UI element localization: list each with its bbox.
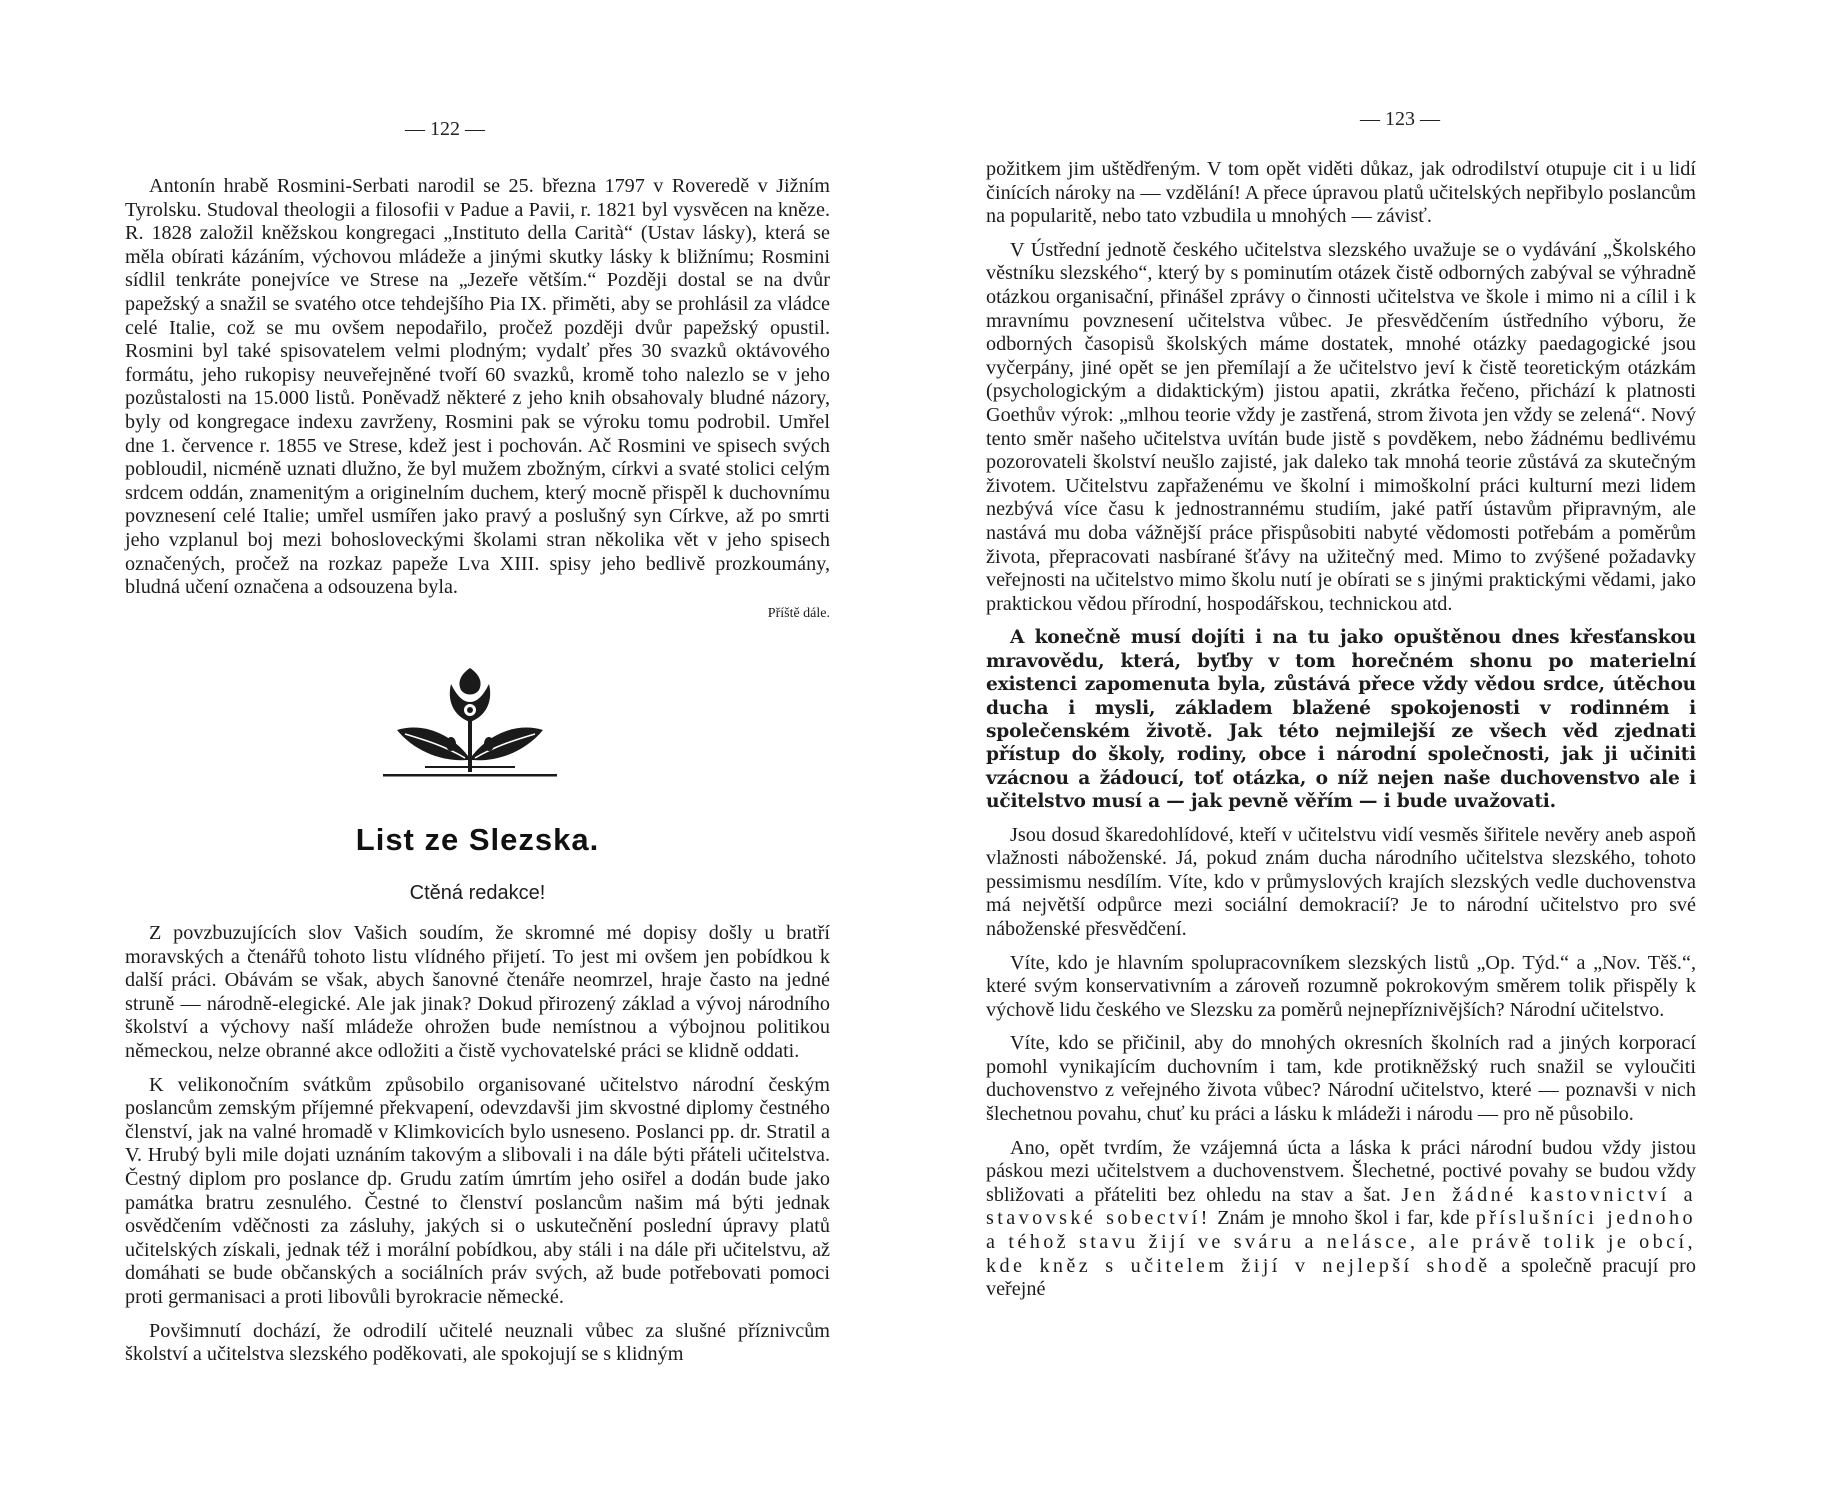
right-page: [916, 0, 1832, 1500]
final-paragraph: [986, 1137, 1696, 1302]
letter-paragraph: Z povzbuzujících slov Vašich soudím, že skromné mé dopisy došly u bratří moravských a čtenářů tohoto listu vlídného přijetí. To jest mi ovšem jen pobídkou k další práci. Obávám se však, abych šanovné čtenáře neomrzel, hraje často na jedné struně — národně-elegické. Ale jak jinak? Dokud přirozený základ a vývoj národního školství a výchovy naší mládeže ohrožen bude nemístnou a výbojnou politikou německou, nelze obranné akce odložiti a čistě vychovatelské práci se klidně oddati.: [125, 922, 830, 1062]
spaced-emphasis: příslušníci jednoho a téhož stavu žijí ve sváru a nelásce, ale právě tolik je obcí, kde kněz s učitelem žijí v nejlepší shodě: [986, 1207, 1697, 1277]
body-paragraph: V Ústřední jednotě českého učitelstva slezského uvažuje se o vydávání „Školského věstníku slezského“, který by s pominutím otázek čistě odborných zabýval se výhradně otázkou organisační, přinášel zprávy o činnosti učitelstva ve škole i mimo ni a cílil i k mravnímu povznesení učitelstva vůbec. Je přesvědčením ústředního výboru, že odborných časopisů školských máme dostatek, mnohé otázky paedagogické jsou vyčerpány, jiné opět se jen přemílají a že učitelstvo jeví k čistě teoretickým otázkám (psychologickým a didaktickým) jistou apatii, zkrátka řečeno, přichází k platnosti Goethův výrok: „mlhou teorie vždy je zastřená, strom života jen vždy se zelená“. Nový tento směr našeho učitelstva uvítán bude jistě s povděkem, nebo žádnému bedlivému pozorovateli školství neušlo zajisté, jak daleko tak mnohá teorie zůstává za skutečným životem. Učitelstvu zapřaženému ve školní i mimoškolní práci kulturní mezi lidem nezbývá více času k jednostrannému studiím, jaké patří ústavům připravným, ale nastává mu doba vážnější práce přispůsobiti nabyté vědomosti potřebám a poměrům života, přepracovati nasbírané šťávy na užitečný med. Mimo to zvýšené požadavky veřejnosti na učitelstvo mimo školu nutí je obírati se s jinými praktickými vědami, jako praktickou vědou přírodní, hospodářskou, technickou atd.: [986, 238, 1696, 615]
body-paragraph: Jsou dosud škaredohlídové, kteří v učitelstvu vidí vesměs šiřitele nevěry aneb aspoň vlažnosti náboženské. Já, pokud znám ducha národního učitelstva slezského, tohoto pessimismu nesdílím. Víte, kdo v průmyslových krajích slezských vedle duchovenstva má největší odpůrce mezi sociální demokracií? Je to národní učitelstvo pro své náboženské přesvědčení.: [986, 823, 1696, 940]
body-paragraph: požitkem jim uštědřeným. V tom opět viděti důkaz, jak odrodilství otupuje cit i u lidí činících nároky na — vzdělání! A přece úpravou platů učitelských nepřibylo poslancům na popularitě, nebo tato vzbudila u mnohých — závisť.: [986, 158, 1696, 228]
final-paragraph-end: a společně pracují pro veřejné: [986, 1254, 1696, 1301]
spaced-emphasis: Jen žádné kastovnictví a stavovské sobectví!: [986, 1183, 1697, 1230]
page-number: — 122 —: [405, 118, 485, 140]
article-title: List ze Slezska.: [355, 822, 600, 857]
letter-paragraph: K velikonočním svátkům způsobilo organisované učitelstvo národní českým poslancům zemským příjemné překvapení, odevzdavši jim skvostné diplomy čestného členství, jak na valné hromadě v Klimkovicích bylo usneseno. Poslanci pp. dr. Stratil a V. Hrubý byli mile dojati uznáním takovým a slibovali i na dále býti přáteli učitelstva. Čestný diplom pro poslance dp. Grudu zatím úmrtím jeho osiřel a dodán bude jako památka bratru zesnulého. Čestné to členství poslancům našim má býti jednak osvědčením vděčnosti za zásluhy, jakých si o uskutečnění poslední úpravy platů učitelských získali, jednak též i morální pobídkou, aby stáli i na dále při učitelstvu, až domáhati se bude občanských a sociálních práv svých, až bude potřebovati pomoci proti germanisaci a proti libovůli byrokracie německé.: [125, 1073, 830, 1308]
salutation: Ctěná redakce!: [409, 882, 546, 904]
intro-paragraph: Antonín hrabě Rosmini-Serbati narodil se 25. března 1797 v Roveredě v Jižním Tyrolsku. Studoval theologii a filosofii v Padue a Pavii, r. 1821 byl vysvěcen na kněze. R. 1828 založil kněžskou kongregaci „Instituto della Carità“ (Ustav lásky), která se měla obírati kázáním, výchovou mládeže a jinými skutky lásky k bližnímu; Rosmini sídlil tenkráte ponejvíce ve Strese na „Jezeře větším.“ Později dostal se na dvůr papežský a snažil se svatého otce tehdejšího Pia IX. přiměti, aby se prohlásil za vládce celé Italie, což se mu ovšem nepodařilo, pročež později dvůr papežský opustil. Rosmini byl také spisovatelem velmi plodným; vydalť přes 30 svazků oktávového formátu, jeho rukopisy neuveřejněné tvoří 60 svazků, kromě toho nalezlo se v jeho pozůstalosti na 15.000 listů. Poněvadž některé z jeho knih obsahovaly bludné názory, byly od kongregace indexu zavrženy, Rosmini pak se výroku tomu podrobil. Umřel dne 1. července r. 1855 ve Strese, kdež jest i pochován. Ač Rosmini ve spisech svých pobloudil, nicméně uznati dlužno, že byl mužem zbožným, církvi a svaté stolici celým srdcem oddán, znamenitým a originelním duchem, který mocně přispěl k duchovnímu povznesení celé Italie; umřel usmířen jako pravý a poslušný syn Církve, až po smrti jeho vzplanul boj mezi bohosloveckými školami stran několika vět v jeho spisech označených, pročež na rozkaz papeže Lva XIII. spisy jeho bedlivě prozkoumány, bludná učení označena a odsouzena byla.: [125, 175, 830, 599]
body-paragraph: Víte, kdo se přičinil, aby do mnohých okresních školních rad a jiných korporací pomohl vynikajícím duchovním i tam, kde protikněžský ruch snažil se vyloučiti duchovenstvo z veřejného života vůbec? Národní učitelstvo, které — poznavši v nich šlechetnou povahu, chuť ku práci a lásku k mládeži i národu — pro ně působilo.: [986, 1032, 1696, 1126]
to-be-continued: Příště dále.: [767, 605, 830, 621]
final-paragraph-mid: Znám je mnoho škol i far, kde: [1217, 1207, 1470, 1230]
left-top-column: [125, 175, 830, 622]
floral-ornament: [365, 660, 575, 790]
body-paragraph: Víte, kdo je hlavním spolupracovníkem slezských listů „Op. Týd.“ a „Nov. Těš.“, které svým konservativním a zároveň rozumně pokrokovým směrem tolik přispěly k výchově lidu českého ve Slezsku za poměrů nejnepříznivějších? Národní učitelstvo.: [986, 951, 1696, 1021]
page-number: — 123 —: [1360, 108, 1440, 130]
final-paragraph-start: Ano, opět tvrdím, že vzájemná úcta a láska k práci národní budou vždy jistou páskou mezi učitelstvem a duchovenstvem. Šlechetné, poctivé povahy se budou vždy sbližovati a přáteliti bez ohledu na stav a šat.: [986, 1136, 1696, 1206]
right-column: [986, 158, 1696, 1302]
letter-paragraph: Povšimnutí dochází, že odrodilí učitelé neuznali vůbec za slušné příznivcům školství a učitelstva slezského poděkovati, ale spokojují se s klidným: [125, 1319, 830, 1366]
letter-column: [125, 922, 830, 1367]
bold-paragraph: A konečně musí dojíti i na tu jako opuštěnou dnes křesťanskou mravovědu, která, byťby v tom horečném shonu po materielní existenci zapomenuta byla, zůstává přece vždy vědou srdce, útěchou ducha i mysli, základem blažené spokojenosti v rodinném i společenském životě. Jak této nejmilejší ze všech věd zjednati přístup do školy, rodiny, obce i národní společnosti, jak ji učiniti vzácnou a žádoucí, toť otázka, o níž nejen naše duchovenstvo ale i učitelstvo musí a — jak pevně věřím — i bude uvažovati.: [986, 627, 1696, 813]
